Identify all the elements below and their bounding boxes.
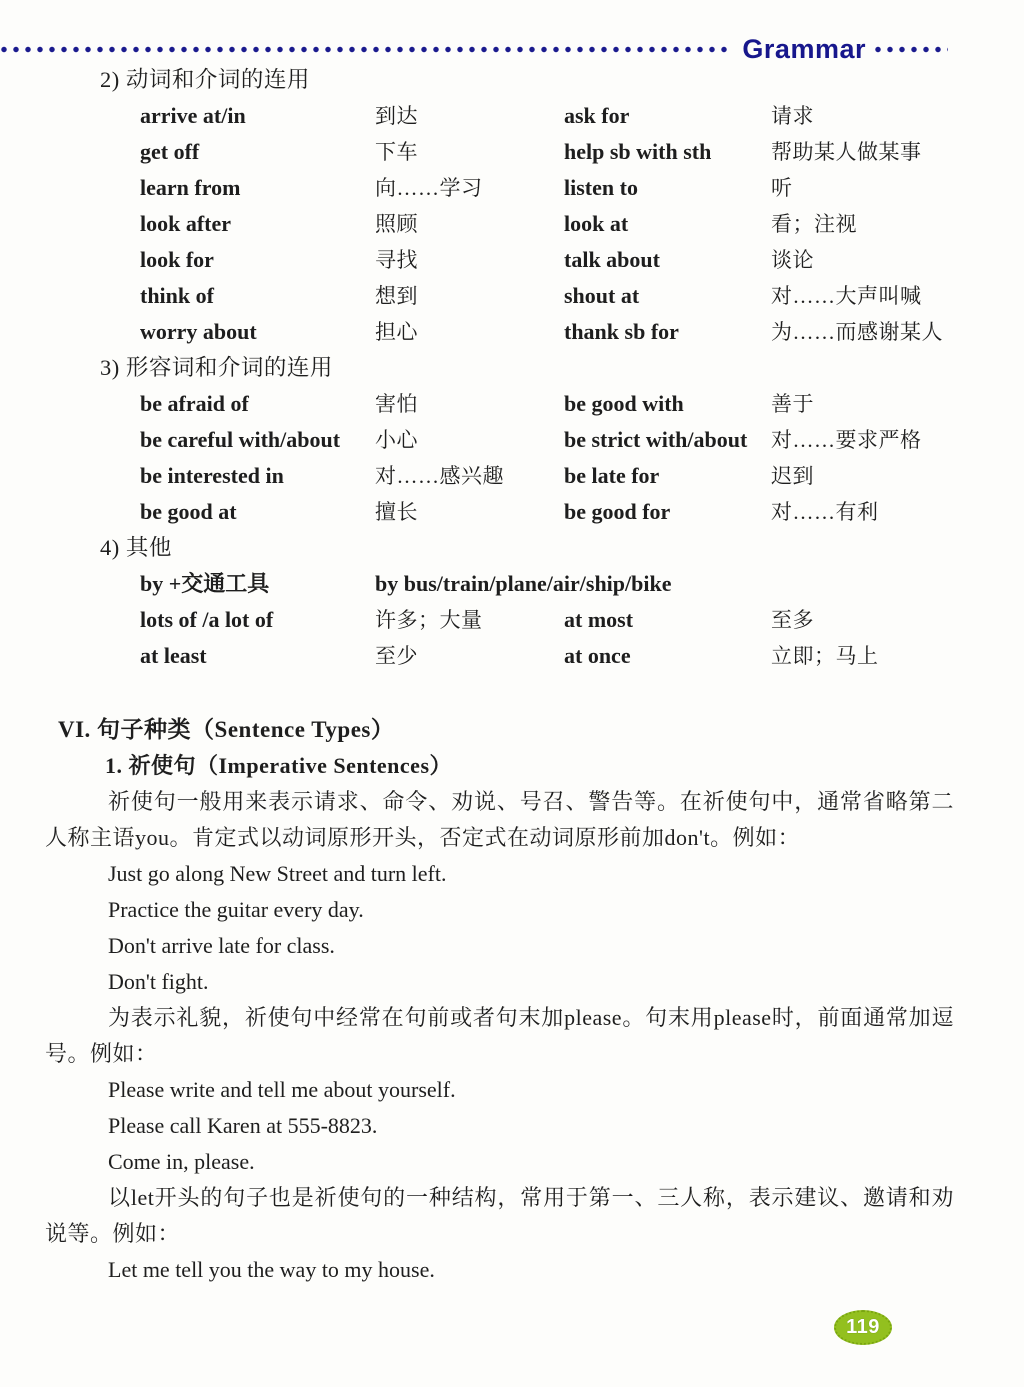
vocab-translation: 请求 [771,104,814,128]
vocab-term: worry about [140,319,257,344]
vocab-translation: 小心 [375,428,418,452]
example-sentence: Come in, please. [108,1149,255,1174]
vocab-translation: 善于 [771,392,814,416]
header-dotted-line-right [874,46,948,53]
vocab-term: lots of /a lot of [140,607,274,632]
vocab-term: be interested in [140,463,284,488]
vocab-grid-verb-prep [140,98,954,350]
vocab-term: thank sb for [564,319,679,344]
vocab-translation: 帮助某人做某事 [771,140,922,164]
example-sentence: Let me tell you the way to my house. [108,1257,435,1282]
vocab-translation: 担心 [375,320,418,344]
vocab-grid-others [140,566,954,674]
section-heading-verb-prep: 2) 动词和介词的连用 [100,67,310,92]
vocab-translation: 听 [771,176,793,200]
vocab-translation: 寻找 [375,248,418,272]
vocab-translation: 照顾 [375,212,418,236]
vocab-translation: 许多；大量 [375,608,483,632]
page-content [0,62,1024,1288]
vocab-term: be late for [564,463,660,488]
vocab-translation: 对……感兴趣 [375,464,504,488]
vocab-term: by +交通工具 [140,571,270,596]
imperative-intro-paragraph: 祈使句一般用来表示请求、命令、劝说、号召、警告等。在祈使句中，通常省略第二人称主语you。肯定式以动词原形开头，否定式在动词原形前加don't。例如： [45,789,954,850]
vocab-translation: 想到 [375,284,418,308]
vocab-term: help sb with sth [564,139,712,164]
vocab-translation: 到达 [375,104,418,128]
vocab-translation: 下车 [375,140,418,164]
page-header [0,36,1024,62]
please-usage-paragraph: 为表示礼貌，祈使句中经常在句前或者句末加please。句末用please时，前面通常加逗号。例如： [45,1005,954,1066]
vocab-term: arrive at/in [140,103,246,128]
vocab-term: get off [140,139,200,164]
vocab-term: listen to [564,175,638,200]
vocab-term: at least [140,643,207,668]
vocab-term: look at [564,211,629,236]
imperative-subheading: 1. 祈使句（Imperative Sentences） [105,753,453,778]
vocab-term: be careful with/about [140,427,341,452]
vocab-term: be strict with/about [564,427,748,452]
vocab-term: think of [140,283,214,308]
section-heading-adj-prep: 3) 形容词和介词的连用 [100,355,333,380]
vocab-term: look for [140,247,214,272]
example-sentence: Don't arrive late for class. [108,933,335,958]
vocab-term: learn from [140,175,241,200]
header-dotted-line-left [0,46,732,53]
vocab-term: at most [564,607,634,632]
example-sentence: Please call Karen at 555-8823. [108,1113,378,1138]
example-sentence: Practice the guitar every day. [108,897,364,922]
vocab-term: be afraid of [140,391,249,416]
page-number: 119 [846,1316,880,1338]
vocab-term: be good with [564,391,684,416]
vocab-translation: 立即；马上 [771,644,879,668]
vocab-term: shout at [564,283,640,308]
vocab-term: ask for [564,103,630,128]
sentence-types-heading: VI. 句子种类（Sentence Types） [58,717,395,742]
vocab-translation: 向……学习 [375,176,483,200]
section-heading-others: 4) 其他 [100,535,172,560]
vocab-wide-value: by bus/train/plane/air/ship/bike [375,571,672,596]
vocab-translation: 看；注视 [771,212,857,236]
vocab-term: be good for [564,499,671,524]
vocab-translation: 对……大声叫喊 [771,284,922,308]
vocab-term: talk about [564,247,660,272]
vocab-translation: 至少 [375,644,418,668]
vocab-translation: 迟到 [771,464,814,488]
vocab-translation: 害怕 [375,392,418,416]
vocab-term: at once [564,643,631,668]
vocab-grid-adj-prep [140,386,954,530]
header-grammar-label: Grammar [742,34,866,64]
vocab-term: be good at [140,499,237,524]
example-sentence: Please write and tell me about yourself. [108,1077,456,1102]
vocab-translation: 对……有利 [771,500,879,524]
example-sentence: Just go along New Street and turn left. [108,861,447,886]
example-sentence: Don't fight. [108,969,209,994]
vocab-translation: 对……要求严格 [771,428,922,452]
vocab-translation: 为……而感谢某人 [771,320,943,344]
page-number-badge [834,1310,892,1345]
vocab-translation: 至多 [771,608,814,632]
let-usage-paragraph: 以let开头的句子也是祈使句的一种结构，常用于第一、三人称，表示建议、邀请和劝说等。例如： [45,1185,954,1246]
vocab-term: look after [140,211,232,236]
vocab-translation: 谈论 [771,248,814,272]
vocab-translation: 擅长 [375,500,418,524]
